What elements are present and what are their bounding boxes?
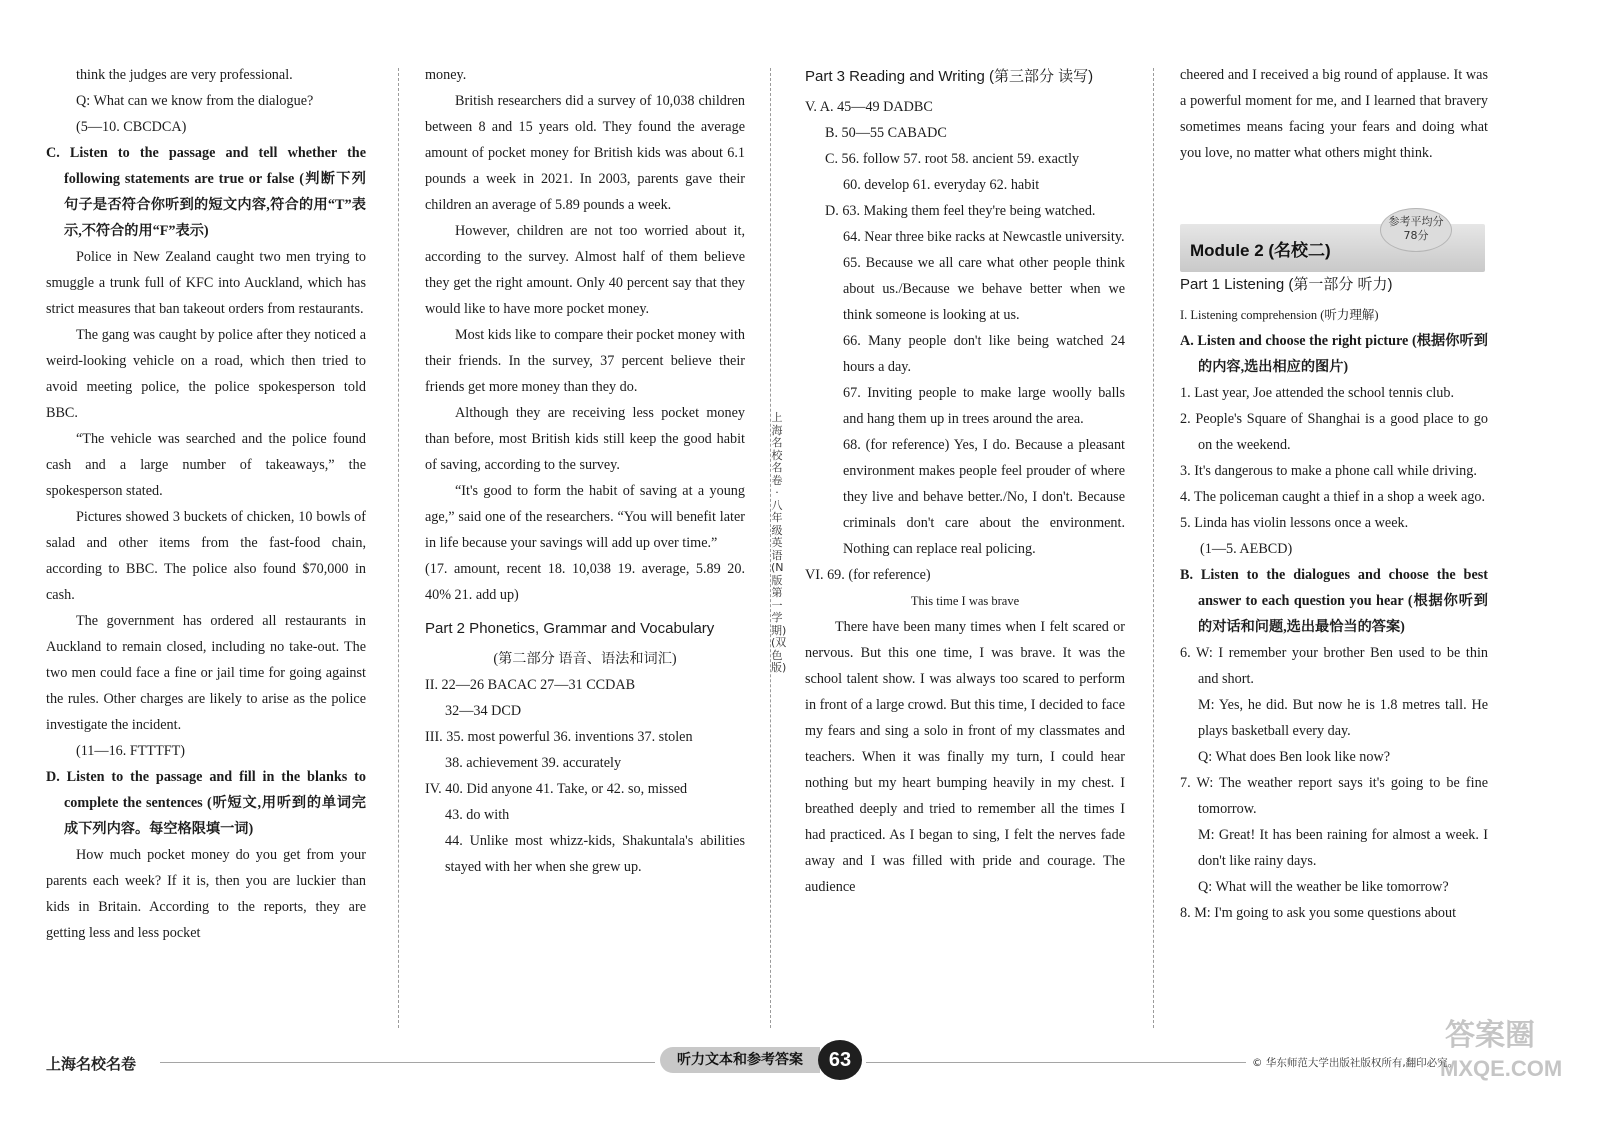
answer-line: 44. Unlike most whizz-kids, Shakuntala's abilities stayed with her when she grew up.: [445, 833, 745, 875]
dialogue-line: 6. W: I remember your brother Ben used to be thin and short.: [1180, 645, 1488, 687]
answer-line: B. 50—55 CABADC: [825, 125, 947, 141]
column-1: [46, 62, 366, 946]
part-heading: Part 1 Listening (第一部分 听力): [1180, 276, 1393, 293]
paragraph: “The vehicle was searched and the police found cash and a large number of takeaways,” the spokesperson stated.: [46, 431, 366, 499]
footer-section-label: 听力文本和参考答案: [660, 1047, 820, 1073]
paragraph: The gang was caught by police after they noticed a weird-looking vehicle on a road, which then tried to avoid meeting police, the police spokesperson told BBC.: [46, 327, 366, 421]
column-divider: [1153, 68, 1154, 1028]
column-3: [805, 62, 1125, 900]
module-title: Module 2 (名校二): [1190, 241, 1331, 260]
footer-rule: [866, 1062, 1246, 1063]
answer-line: D. 63. Making them feel they're being watched.: [825, 203, 1096, 219]
footer-series-title: 上海名校名卷: [46, 1055, 137, 1073]
answer-line: 65. Because we all care what other people think about us./Because we behave better when we think someone is looking at us.: [843, 255, 1125, 323]
answer-line: 66. Many people don't like being watched 24 hours a day.: [843, 333, 1125, 375]
answer-line: 43. do with: [445, 807, 510, 823]
answer-line: 38. achievement 39. accurately: [445, 755, 622, 771]
paragraph: Pictures showed 3 buckets of chicken, 10 bowls of salad and other items from the fast-food chain, according to BBC. The police also found $70,000 in cash.: [46, 509, 366, 603]
answer-line: VI. 69. (for reference): [805, 567, 931, 583]
section-heading: A. Listen and choose the right picture (根据你听到的内容,选出相应的图片): [1180, 333, 1488, 375]
watermark-url: MXQE.COM: [1440, 1056, 1563, 1081]
answer-line: V. A. 45—49 DADBC: [805, 99, 933, 115]
paragraph: How much pocket money do you get from your parents each week? If it is, then you are luckier than kids in Britain. According to the reports, they are getting less and less pocket: [46, 847, 366, 941]
paragraph: Police in New Zealand caught two men trying to smuggle a trunk full of KFC into Auckland, which has strict measures that ban takeout orders from restaurants.: [46, 249, 366, 317]
score-value: 78分: [1403, 229, 1429, 242]
average-score-badge: [1380, 208, 1452, 252]
answer-line: 68. (for reference) Yes, I do. Because a pleasant environment makes people feel prouder of where they live and behave better./No, I don't. Because criminals don't care about the environment. Nothing can replace real policing.: [843, 437, 1125, 557]
footer-rule: [160, 1062, 655, 1063]
paragraph: “It's good to form the habit of saving at a young age,” said one of the researchers. “You will benefit later in life because your savings will add up over time.”: [425, 483, 745, 551]
part-heading: Part 2 Phonetics, Grammar and Vocabulary: [425, 620, 715, 637]
dialogue-line: M: Great! It has been raining for almost a week. I don't like rainy days.: [1198, 827, 1488, 869]
copyright-notice: © 华东师范大学出版社版权所有,翻印必究。: [1252, 1057, 1459, 1069]
paragraph: British researchers did a survey of 10,038 children between 8 and 15 years old. They found the average amount of pocket money for British kids was about 6.1 pounds a week in 2021. In 2003, parents gave their children an average of 5.89 pounds a week.: [425, 93, 745, 213]
answer-line: IV. 40. Did anyone 41. Take, or 42. so, missed: [425, 781, 688, 797]
text-line: think the judges are very professional.: [76, 67, 293, 83]
script-line: 2. People's Square of Shanghai is a good place to go on the weekend.: [1180, 411, 1488, 453]
section-heading: D. Listen to the passage and fill in the blanks to complete the sentences (听短文,用听到的单词完成下列内容。每空格限填一词): [46, 769, 366, 837]
section-heading: I. Listening comprehension (听力理解): [1180, 308, 1379, 322]
section-heading: B. Listen to the dialogues and choose the best answer to each question you hear (根据你听到的对话和问题,选出最恰当的答案): [1180, 567, 1488, 635]
script-line: 5. Linda has violin lessons once a week.: [1180, 515, 1409, 531]
watermark-logo: [1440, 1010, 1585, 1090]
dialogue-line: 7. W: The weather report says it's going to be fine tomorrow.: [1180, 775, 1488, 817]
page-number: 63: [818, 1040, 862, 1080]
book-title-vertical: 上海名校名卷·八年级英语(N版第一学期)(双色版): [771, 411, 787, 674]
section-heading: C. Listen to the passage and tell whether the following statements are true or false (判断下列句子是否符合你听到的短文内容,符合的用“T”表示,不符合的用“F”表示): [46, 145, 366, 239]
paragraph: The government has ordered all restaurants in Auckland to remain closed, including no take-out. The two men could face a fine or jail time for going against the rules. Other charges are likely to arise as the police investigate the incident.: [46, 613, 366, 733]
answer-line: (5—10. CBCDCA): [76, 119, 187, 135]
dialogue-line: Q: What does Ben look like now?: [1198, 749, 1391, 765]
answer-line: II. 22—26 BACAC 27—31 CCDAB: [425, 677, 636, 693]
part-heading: Part 3 Reading and Writing (第三部分 读写): [805, 68, 1094, 85]
answer-line: III. 35. most powerful 36. inventions 37. stolen: [425, 729, 693, 745]
essay-paragraph: There have been many times when I felt scared or nervous. But this one time, I was brave. It was the school talent show. I was always too scared to perform in front of a large crowd. But this time, I decided to face my fears and sing a solo in front of my classmates and teachers. When it was finally my turn, I could hear nothing but my heart bumping heavily in my chest. I breathed deeply and tried to remember all the times I had practiced. As I began to sing, I felt the nerves fade away and I was filled with pride and courage. The audience: [805, 619, 1125, 895]
dialogue-line: Q: What will the weather be like tomorrow?: [1198, 879, 1449, 895]
essay-title: This time I was brave: [910, 594, 1020, 608]
column-divider: [398, 68, 399, 1028]
question-line: Q: What can we know from the dialogue?: [76, 93, 314, 109]
score-label: 参考平均分: [1388, 215, 1444, 228]
answer-line: 32—34 DCD: [445, 703, 522, 719]
script-line: 4. The policeman caught a thief in a shop a week ago.: [1180, 489, 1486, 505]
dialogue-line: M: Yes, he did. But now he is 1.8 metres tall. He plays basketball every day.: [1198, 697, 1488, 739]
answer-line: (11—16. FTTTFT): [76, 743, 186, 759]
script-line: 3. It's dangerous to make a phone call while driving.: [1180, 463, 1477, 479]
text-line: money.: [425, 67, 467, 83]
dialogue-line: 8. M: I'm going to ask you some questions about: [1180, 905, 1457, 921]
paragraph: Although they are receiving less pocket money than before, most British kids still keep the good habit of saving, according to the survey.: [425, 405, 745, 473]
essay-paragraph: cheered and I received a big round of applause. It was a powerful moment for me, and I learned that bravery sometimes means facing your fears and doing what you love, no matter what others might think.: [1180, 67, 1488, 161]
column-2: [425, 62, 745, 880]
answer-line: (17. amount, recent 18. 10,038 19. average, 5.89 20. 40% 21. add up): [425, 561, 745, 603]
answer-line: 60. develop 61. everyday 62. habit: [843, 177, 1040, 193]
paragraph: Most kids like to compare their pocket money with their friends. In the survey, 37 percent believe their friends get more money than they do.: [425, 327, 745, 395]
answer-line: C. 56. follow 57. root 58. ancient 59. exactly: [825, 151, 1080, 167]
answer-line: 64. Near three bike racks at Newcastle university.: [843, 229, 1125, 245]
answer-line: 67. Inviting people to make large woolly balls and hang them up in trees around the area.: [843, 385, 1125, 427]
script-line: 1. Last year, Joe attended the school tennis club.: [1180, 385, 1455, 401]
column-4: [1180, 62, 1488, 926]
watermark-text: 答案圈: [1445, 1019, 1535, 1052]
part-subheading: (第二部分 语音、语法和词汇): [493, 651, 677, 667]
paragraph: However, children are not too worried about it, according to the survey. Almost half of them believe they get the right amount. Only 40 percent say that they would like to have more pocket money.: [425, 223, 745, 317]
answer-line: (1—5. AEBCD): [1200, 541, 1293, 557]
